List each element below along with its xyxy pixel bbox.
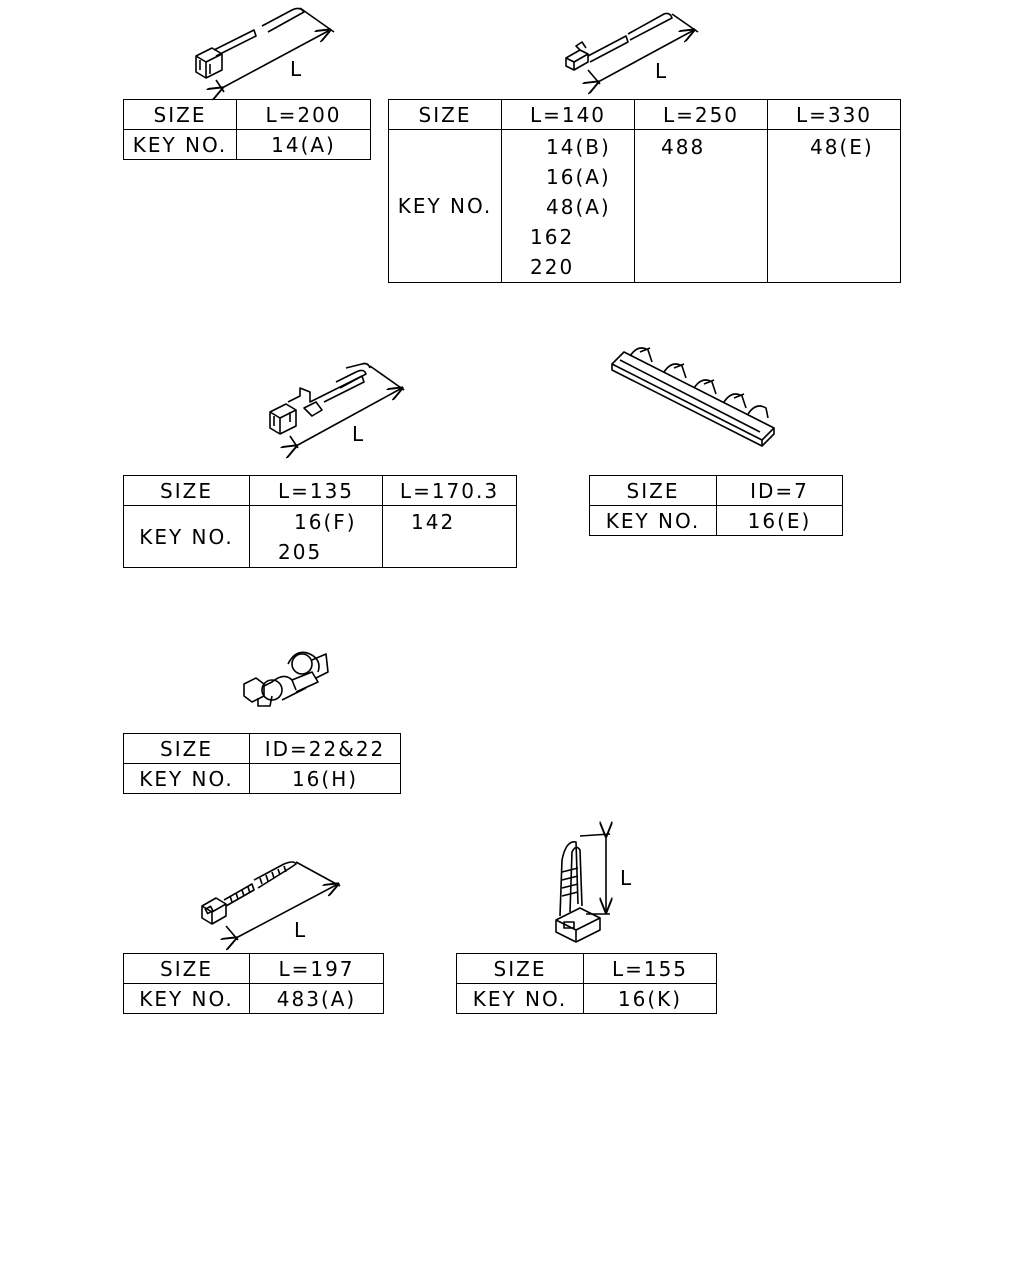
parts-table-double-clamp [123, 733, 401, 794]
parts-table-fir-tree-tie [456, 953, 717, 1014]
key-no-header: KEY NO. [590, 506, 717, 536]
size-header: SIZE [124, 476, 250, 506]
key-no-value: 205 [278, 540, 323, 564]
key-no-header: KEY NO. [124, 764, 250, 794]
size-header: SIZE [124, 100, 237, 130]
key-no-cell [768, 130, 901, 283]
dimension-label: L [294, 918, 306, 942]
key-no-value: 488 [661, 135, 706, 159]
key-no-value: 48(A) [546, 195, 611, 219]
size-value: L=330 [768, 100, 901, 130]
parts-table-serrated-tie [123, 953, 384, 1014]
size-value: L=250 [635, 100, 768, 130]
key-no-header: KEY NO. [124, 984, 250, 1014]
dimension-label: L [655, 59, 667, 83]
size-header: SIZE [457, 954, 584, 984]
key-no-header: KEY NO. [124, 506, 250, 568]
cable-tie-clip-icon [566, 14, 698, 85]
cable-tie-bracket-icon [270, 364, 404, 449]
key-no-value: 162 [530, 225, 575, 249]
key-no-cell [502, 130, 635, 283]
key-no-value: 48(E) [810, 135, 874, 159]
key-no-header: KEY NO. [457, 984, 584, 1014]
size-header: SIZE [124, 954, 250, 984]
key-no-value: 16(E) [717, 506, 843, 536]
key-no-value: 14(A) [237, 130, 371, 160]
size-value: L=135 [250, 476, 383, 506]
dimension-label: L [352, 422, 364, 446]
size-value: ID=7 [717, 476, 843, 506]
size-value: L=140 [502, 100, 635, 130]
parts-table-clamp-rail [589, 475, 843, 536]
key-no-value: 16(K) [584, 984, 717, 1014]
size-value: L=170.3 [383, 476, 517, 506]
size-value: L=197 [250, 954, 384, 984]
key-no-header: KEY NO. [124, 130, 237, 160]
key-no-value: 220 [530, 255, 575, 279]
harness-clamp-rail-icon [612, 348, 774, 446]
dimension-label: L [290, 57, 302, 81]
size-value: ID=22&22 [250, 734, 401, 764]
key-no-value: 14(B) [546, 135, 611, 159]
key-no-cell [383, 506, 517, 568]
double-pipe-clamp-icon [244, 652, 328, 706]
key-no-value: 16(A) [546, 165, 611, 189]
fir-tree-clip-tie-icon [556, 834, 610, 942]
key-no-header: KEY NO. [389, 130, 502, 283]
serrated-cable-tie-icon [202, 862, 340, 940]
key-no-cell [635, 130, 768, 283]
key-no-value: 142 [411, 510, 456, 534]
parts-table-cable-tie-bracket [123, 475, 517, 568]
parts-table-cable-tie-clip [388, 99, 901, 283]
size-header: SIZE [389, 100, 502, 130]
size-header: SIZE [590, 476, 717, 506]
key-no-value: 483(A) [250, 984, 384, 1014]
cable-tie-icon [196, 8, 334, 92]
key-no-value: 16(F) [294, 510, 357, 534]
key-no-value: 16(H) [250, 764, 401, 794]
size-value: L=200 [237, 100, 371, 130]
size-value: L=155 [584, 954, 717, 984]
size-header: SIZE [124, 734, 250, 764]
key-no-cell [250, 506, 383, 568]
dimension-label: L [620, 866, 632, 890]
parts-table-cable-tie [123, 99, 371, 160]
